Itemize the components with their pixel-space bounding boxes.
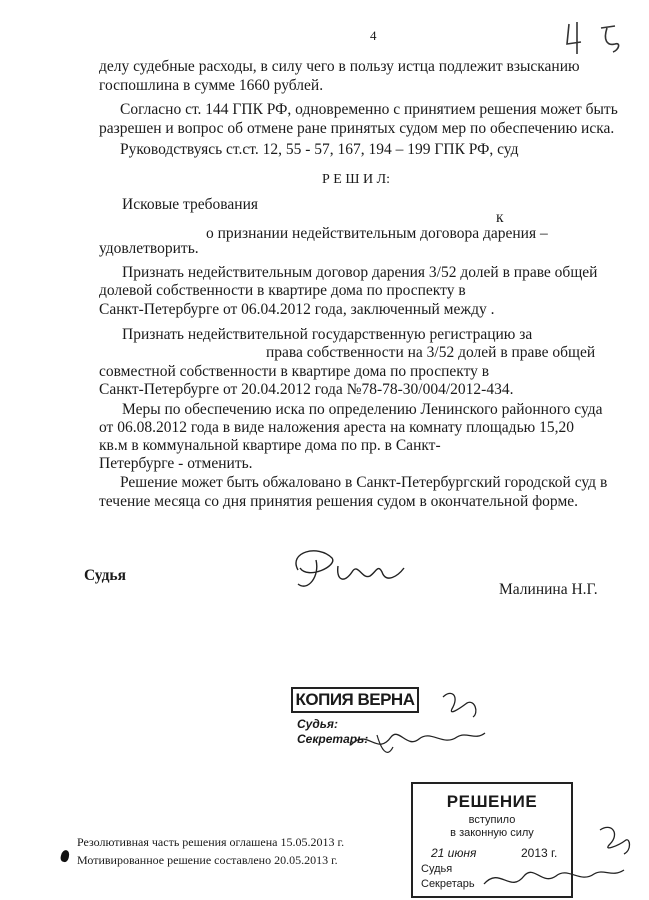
para2-line-2: права собственности на 3/52 долей в праве общей	[266, 344, 596, 361]
footer-line-2: Мотивированное решение составлено 20.05.2013 г.	[77, 853, 338, 867]
decision-heading: Р Е Ш И Л:	[322, 172, 390, 187]
corner-handwritten-mark	[563, 18, 633, 58]
handwritten-dot	[60, 849, 71, 863]
para3-line-3: кв.м в коммунальной квартире дома по пр. в Санкт-	[99, 437, 441, 454]
claims-line-2: о признании недействительным договора дарения –	[206, 225, 548, 242]
para4-line-2: течение месяца со дня принятия решения судом в окончательной форме.	[99, 493, 579, 510]
judge-label: Судья	[84, 567, 127, 584]
body-line-5: Руководствуясь ст.ст. 12, 55 - 57, 167, 194 – 199 ГПК РФ, суд	[120, 141, 519, 158]
para1-line-3: Санкт-Петербурге от 06.04.2012 года, заключенный между .	[99, 301, 495, 318]
decision-stamp-secretary: Секретарь	[421, 878, 475, 890]
footer-line-1: Резолютивная часть решения оглашена 15.05.2013 г.	[77, 835, 345, 849]
para3-line-1: Меры по обеспечению иска по определению Ленинского районного суда	[122, 401, 603, 418]
para2-line-1: Признать недействительной государственную регистрацию за	[122, 326, 533, 343]
judge-signature	[278, 540, 418, 600]
decision-stamp-sub2: в законную силу	[450, 827, 534, 839]
para3-line-2: от 06.08.2012 года в виде наложения ареста на комнату площадью 15,20	[99, 419, 574, 436]
decision-stamp-title: РЕШЕНИЕ	[446, 792, 538, 811]
claims-against: к	[496, 209, 504, 226]
para2-line-4: Санкт-Петербурге от 20.04.2012 года №78-78-30/004/2012-434.	[99, 381, 514, 398]
copy-stamp-secretary: Секретарь:	[297, 732, 369, 746]
claims-label: Исковые требования	[122, 196, 258, 213]
para2-line-3: совместной собственности в квартире дома по проспекту в	[99, 363, 490, 380]
claims-line-3: удовлетворить.	[99, 240, 199, 257]
body-line-4: разрешен и вопрос об отмене ране принятых судом мер по обеспечению иска.	[99, 120, 615, 137]
body-line-2: госпошлина в сумме 1660 рублей.	[99, 77, 324, 94]
para1-line-2: долевой собственности в квартире дома по проспекту в	[99, 282, 466, 299]
copy-stamp-title: КОПИЯ ВЕРНА	[291, 687, 419, 713]
copy-stamp-signatures	[347, 687, 497, 767]
copy-stamp-judge: Судья:	[297, 717, 338, 731]
decision-stamp-signatures	[480, 820, 640, 898]
decision-stamp-year: 2013 г.	[521, 846, 558, 860]
para3-line-4: Петербурге - отменить.	[99, 455, 253, 472]
decision-stamp-date: 21 июня	[431, 846, 477, 860]
para1-line-1: Признать недействительным договор дарения 3/52 долей в праве общей	[122, 264, 598, 281]
body-line-3: Согласно ст. 144 ГПК РФ, одновременно с принятием решения может быть	[120, 101, 618, 118]
copy-certified-stamp	[287, 687, 497, 767]
para4-line-1: Решение может быть обжаловано в Санкт-Петербургский городской суд в	[120, 474, 608, 491]
judge-name: Малинина Н.Г.	[499, 581, 598, 598]
body-line-1: делу судебные расходы, в силу чего в пользу истца подлежит взысканию	[99, 58, 580, 75]
decision-stamp-judge: Судья	[421, 863, 453, 875]
page-number: 4	[370, 28, 377, 43]
decision-stamp-sub1: вступило	[468, 814, 516, 826]
